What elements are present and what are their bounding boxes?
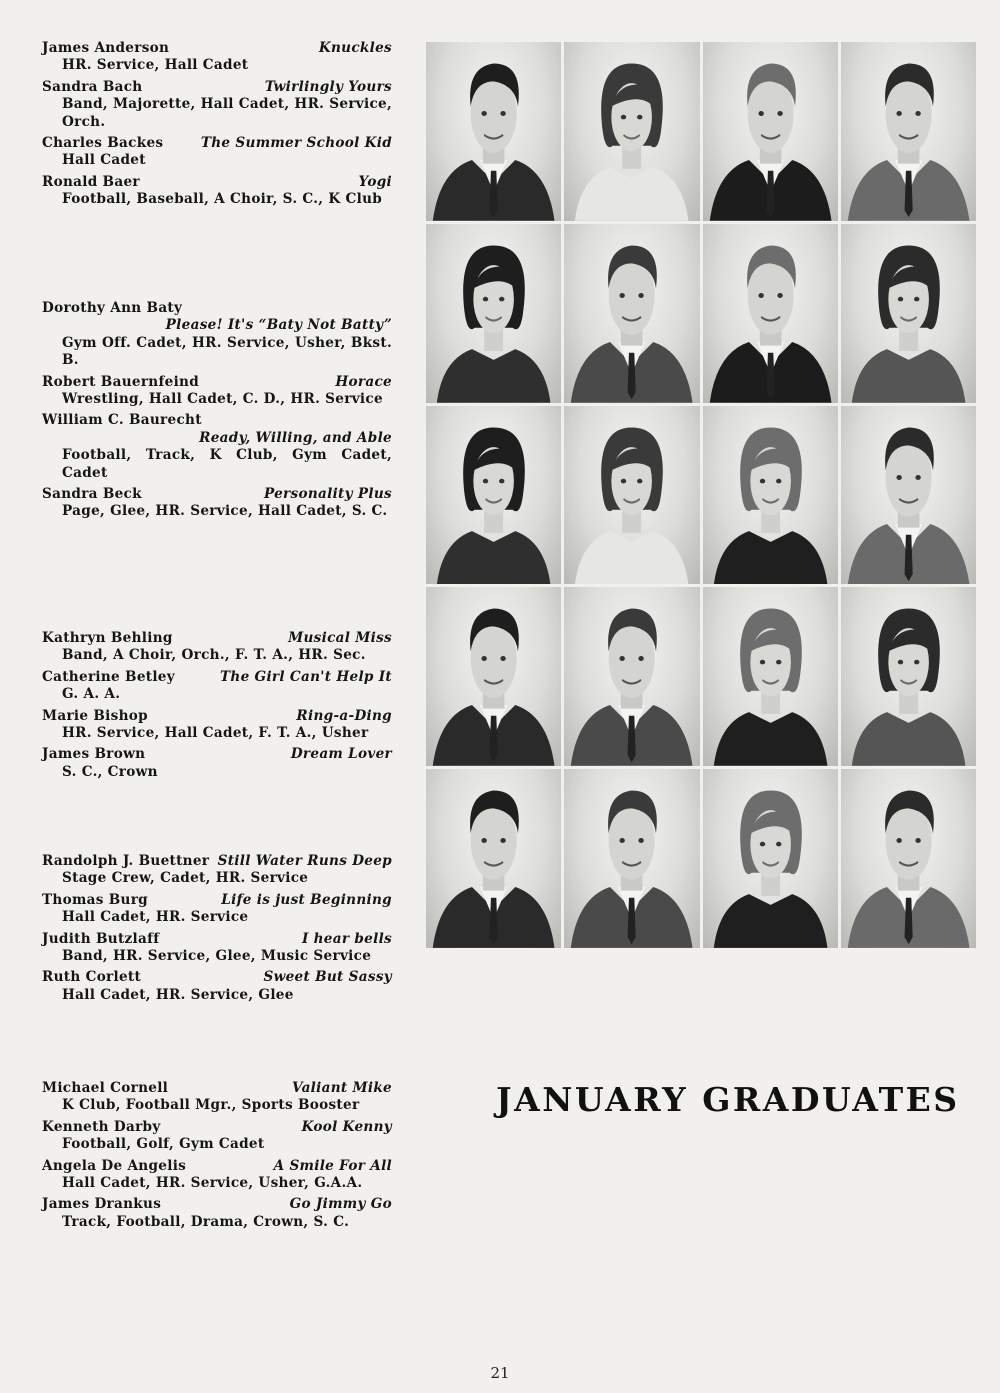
graduate-entry — [42, 931, 392, 966]
graduate-motto: Kool Kenny — [301, 1118, 392, 1135]
graduate-motto: Valiant Mike — [291, 1080, 392, 1096]
graduate-name: James Brown — [42, 746, 146, 763]
graduate-activities: Page, Glee, HR. Service, Hall Cadet, S. C. — [62, 503, 388, 520]
portrait-photo — [564, 224, 699, 403]
graduate-entry — [42, 40, 392, 75]
graduate-name: Robert Bauernfeind — [42, 373, 200, 390]
entry-header — [42, 374, 392, 391]
portrait-photo — [564, 406, 699, 585]
graduate-activities: Hall Cadet, HR. Service, Usher, G.A.A. — [62, 1175, 363, 1192]
graduate-activities: S. C., Crown — [62, 763, 158, 780]
graduate-name: Kathryn Behling — [42, 630, 173, 646]
portrait-photo — [564, 587, 699, 766]
graduate-name: Ruth Corlett — [42, 969, 142, 986]
graduate-group — [42, 300, 392, 525]
graduate-entry — [42, 300, 392, 370]
graduate-motto: Musical Miss — [288, 630, 392, 646]
graduate-motto: Twirlingly Yours — [264, 78, 392, 95]
graduate-activities: G. A. A. — [62, 686, 121, 703]
graduate-motto: Ring-a-Ding — [296, 707, 392, 724]
graduate-name: Ronald Baer — [42, 173, 140, 190]
graduate-motto: Please! It's “Baty Not Batty” — [165, 317, 392, 334]
graduate-group — [42, 1080, 392, 1235]
entry-header — [42, 1080, 392, 1097]
graduate-name: Catherine Betley — [42, 668, 175, 685]
graduate-group — [42, 630, 392, 785]
graduate-activities: Football, Track, K Club, Gym Cadet, Cadet — [62, 447, 392, 481]
portrait-grid — [426, 42, 976, 948]
graduate-group — [42, 40, 392, 213]
graduate-name: Randolph J. Buettner — [42, 853, 210, 869]
graduate-entry — [42, 669, 392, 704]
portrait-photo — [426, 587, 561, 766]
graduate-entry — [42, 708, 392, 743]
graduate-entry — [42, 746, 392, 781]
graduate-entry — [42, 853, 392, 888]
portrait-photo — [841, 224, 976, 403]
graduate-activities: HR. Service, Hall Cadet, F. T. A., Usher — [62, 725, 369, 742]
graduate-activities: Stage Crew, Cadet, HR. Service — [62, 870, 309, 887]
graduate-activities: Hall Cadet, HR. Service — [62, 909, 249, 926]
portrait-photo — [841, 42, 976, 221]
graduate-activities: K Club, Football Mgr., Sports Booster — [62, 1097, 360, 1114]
graduate-name: Sandra Bach — [42, 78, 143, 95]
graduate-motto: A Smile For All — [273, 1157, 392, 1174]
graduate-motto: The Summer School Kid — [200, 135, 392, 152]
graduate-motto: Yogi — [358, 173, 392, 190]
graduate-motto: Dream Lover — [290, 746, 392, 763]
graduate-name: Dorothy Ann Baty — [42, 300, 183, 316]
portrait-photo — [841, 587, 976, 766]
graduate-entry — [42, 174, 392, 209]
graduate-entry — [42, 374, 392, 409]
entry-header — [42, 1196, 392, 1213]
graduate-entry — [42, 969, 392, 1004]
entry-header — [42, 708, 392, 725]
graduate-activities: Football, Baseball, A Choir, S. C., K Club — [62, 191, 383, 208]
entry-header — [42, 174, 392, 191]
graduate-name: Charles Backes — [42, 135, 164, 152]
entry-header — [42, 1158, 392, 1175]
entry-header — [42, 669, 392, 686]
graduate-motto: I hear bells — [301, 930, 392, 947]
graduate-activities: HR. Service, Hall Cadet — [62, 57, 249, 74]
graduate-activities: Track, Football, Drama, Crown, S. C. — [62, 1213, 350, 1230]
entry-header — [42, 969, 392, 986]
portrait-photo — [564, 42, 699, 221]
section-heading: JANUARY GRADUATES — [496, 1080, 960, 1119]
entry-header — [42, 412, 392, 447]
graduate-motto: Ready, Willing, and Able — [199, 429, 392, 446]
graduate-activities: Football, Golf, Gym Cadet — [62, 1136, 265, 1153]
portrait-photo — [564, 769, 699, 948]
graduate-motto: The Girl Can't Help It — [219, 668, 392, 685]
graduate-name: Angela De Angelis — [42, 1157, 187, 1174]
graduate-motto: Go Jimmy Go — [289, 1196, 392, 1213]
portrait-photo — [841, 769, 976, 948]
graduate-entry — [42, 630, 392, 665]
graduate-motto: Knuckles — [318, 40, 392, 56]
graduate-name: Kenneth Darby — [42, 1118, 161, 1135]
graduate-entry — [42, 79, 392, 131]
page-number: 21 — [490, 1364, 510, 1382]
graduate-entry — [42, 1196, 392, 1231]
graduate-motto: Personality Plus — [263, 486, 392, 503]
graduate-motto: Life is just Beginning — [221, 891, 392, 908]
portrait-photo — [426, 42, 561, 221]
graduate-entry — [42, 892, 392, 927]
graduate-name: James Anderson — [42, 40, 170, 56]
entry-header — [42, 931, 392, 948]
portrait-photo — [426, 224, 561, 403]
graduate-name: Marie Bishop — [42, 707, 148, 724]
graduate-name: Sandra Beck — [42, 486, 142, 503]
graduate-name: Thomas Burg — [42, 891, 148, 908]
graduate-activities: Hall Cadet, HR. Service, Glee — [62, 986, 294, 1003]
graduate-motto: Sweet But Sassy — [263, 969, 392, 986]
entry-header — [42, 630, 392, 647]
graduate-entry — [42, 1080, 392, 1115]
graduate-activities: Band, A Choir, Orch., F. T. A., HR. Sec. — [62, 647, 366, 664]
entry-header — [42, 746, 392, 763]
entry-header — [42, 300, 392, 335]
entry-header — [42, 892, 392, 909]
entry-header — [42, 79, 392, 96]
graduate-entry — [42, 1119, 392, 1154]
portrait-photo — [703, 224, 838, 403]
graduate-entry — [42, 135, 392, 170]
portrait-photo — [841, 406, 976, 585]
portrait-photo — [703, 42, 838, 221]
portrait-photo — [426, 406, 561, 585]
graduate-activities: Band, Majorette, Hall Cadet, HR. Service, Orch. — [62, 96, 392, 130]
entry-header — [42, 135, 392, 152]
portrait-photo — [703, 587, 838, 766]
entry-header — [42, 853, 392, 870]
graduate-entry — [42, 412, 392, 482]
portrait-photo — [703, 406, 838, 585]
graduate-motto: Horace — [335, 373, 392, 390]
entry-header — [42, 486, 392, 503]
graduate-name: William C. Baurecht — [42, 412, 202, 429]
portrait-photo — [703, 769, 838, 948]
graduate-activities: Band, HR. Service, Glee, Music Service — [62, 948, 372, 965]
portrait-photo — [426, 769, 561, 948]
graduate-name: Judith Butzlaff — [42, 930, 160, 947]
entry-header — [42, 1119, 392, 1136]
graduate-activities: Wrestling, Hall Cadet, C. D., HR. Service — [62, 391, 383, 408]
graduate-activities: Hall Cadet — [62, 152, 146, 169]
graduate-group — [42, 853, 392, 1008]
graduate-entry — [42, 1158, 392, 1193]
graduate-entry — [42, 486, 392, 521]
graduate-activities: Gym Off. Cadet, HR. Service, Usher, Bkst. B. — [62, 334, 392, 369]
graduate-name: Michael Cornell — [42, 1080, 169, 1096]
graduate-name: James Drankus — [42, 1196, 162, 1213]
entry-header — [42, 40, 392, 57]
graduate-motto: Still Water Runs Deep — [217, 853, 392, 869]
